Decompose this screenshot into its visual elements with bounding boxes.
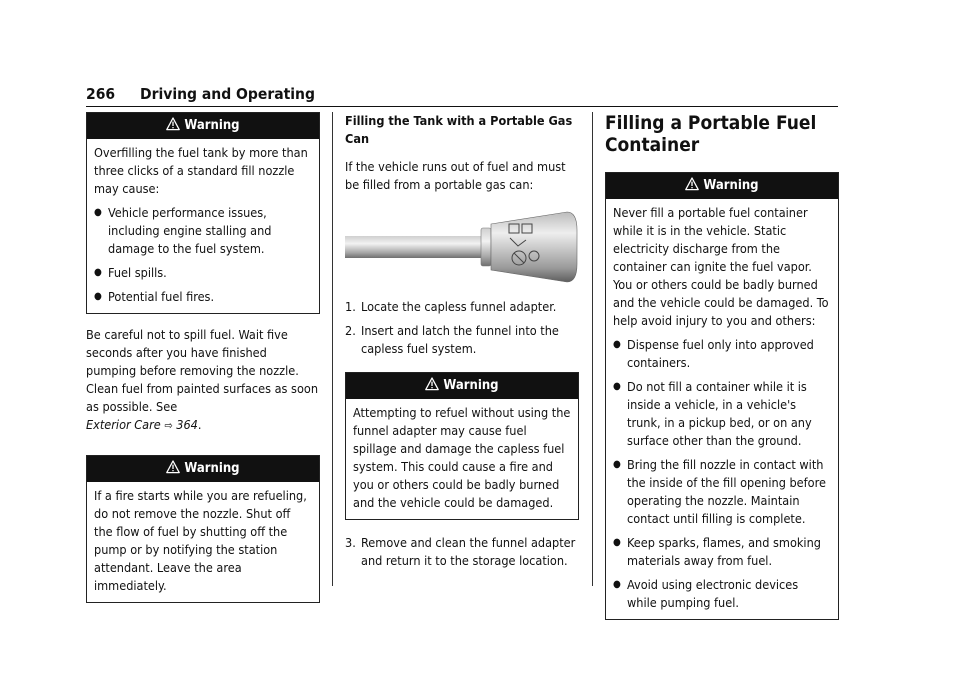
page-number: 266 (86, 85, 116, 103)
warning-header (87, 456, 319, 482)
warning-bullet-list (94, 204, 312, 306)
bullet-item: ● Fuel spills. (94, 264, 312, 282)
warning-triangle-icon (425, 377, 439, 391)
warning-box-funnel (345, 372, 579, 520)
step-item: 2. Insert and latch the funnel into the capless fuel system. (345, 323, 559, 356)
warning-box-fire (86, 455, 320, 603)
warning-triangle-icon (685, 177, 699, 191)
section-title: Driving and Operating (140, 85, 315, 103)
warning-box-overfill (86, 112, 320, 314)
subheading: Filling the Tank with a Portable Gas Can (345, 113, 573, 146)
bullet-item: ● Keep sparks, flames, and smoking materials away from fuel. (613, 534, 831, 570)
warning-body: If a fire starts while you are refueling, do not remove the nozzle. Shut off the flow of fuel by shutting off the pump or by notifying the station attendant. Leave the area immediately. (94, 488, 307, 593)
warning-header (346, 373, 578, 399)
capless-funnel-adapter-illustration (345, 208, 579, 286)
warning-title: Warning (184, 461, 240, 476)
bullet-item: ● Dispense fuel only into approved containers. (613, 336, 831, 372)
warning-box-portable-container (605, 172, 839, 620)
warning-bullet-list (613, 336, 831, 612)
paragraph-text: Be careful not to spill fuel. Wait five seconds after you have finished pumping before removing the nozzle. Clean fuel from painted surfaces as soon as possible. See (86, 327, 319, 414)
bullet-item: ● Avoid using electronic devices while pumping fuel. (613, 576, 831, 612)
bullet-item: ● Do not fill a container while it is inside a vehicle, in a vehicle's trunk, in a pickup bed, or on any surface other than the ground. (613, 378, 831, 450)
warning-header (606, 173, 838, 199)
warning-title: Warning (184, 118, 240, 133)
steps-list (345, 534, 579, 570)
warning-intro: Overfilling the fuel tank by more than three clicks of a standard fill nozzle may cause: (94, 145, 308, 196)
cross-reference-link[interactable]: Exterior Care ⇨ 364 (86, 417, 198, 432)
warning-triangle-icon (166, 117, 180, 131)
bullet-item: ● Vehicle performance issues, including engine stalling and damage to the fuel system. (94, 204, 312, 258)
body-paragraph: If the vehicle runs out of fuel and must be filled from a portable gas can: (345, 159, 566, 192)
body-paragraph: Be careful not to spill fuel. Wait five seconds after you have finished pumping before removing the nozzle. Clean fuel from painted surfaces as soon as possible. See Exterior Care ⇨ 364. (86, 327, 319, 432)
column-1 (86, 112, 320, 615)
warning-title: Warning (443, 378, 499, 393)
warning-title: Warning (703, 178, 759, 193)
column-divider-left (332, 112, 333, 586)
warning-header (87, 113, 319, 139)
warning-intro: Never fill a portable fuel container while it is in the vehicle. Static electricity discharge from the container can ignite the fuel vapor. You or others could be badly burned and the vehicle could be damaged. To help avoid injury to you and others: (613, 205, 829, 328)
warning-body: Attempting to refuel without using the funnel adapter may cause fuel spillage and damage the capless fuel system. This could cause a fire and you or others could be badly burned and the vehicle could be damaged. (353, 405, 571, 510)
page-header (86, 82, 838, 107)
bullet-item: ● Potential fuel fires. (94, 288, 312, 306)
funnel-adapter-image (345, 208, 579, 286)
bullet-item: ● Bring the fill nozzle in contact with the inside of the fill opening before operating the nozzle. Maintain contact until filling is complete. (613, 456, 831, 528)
page-reference-arrow-icon: ⇨ (164, 419, 173, 432)
column-divider-right (592, 112, 593, 586)
column-2 (345, 112, 579, 584)
column-3 (605, 112, 839, 632)
step-item: 1. Locate the capless funnel adapter. (345, 299, 557, 314)
warning-triangle-icon (166, 460, 180, 474)
section-heading: Filling a Portable Fuel Container (605, 112, 817, 156)
steps-list (345, 298, 579, 358)
step-item: 3. Remove and clean the funnel adapter and return it to the storage location. (345, 535, 576, 568)
